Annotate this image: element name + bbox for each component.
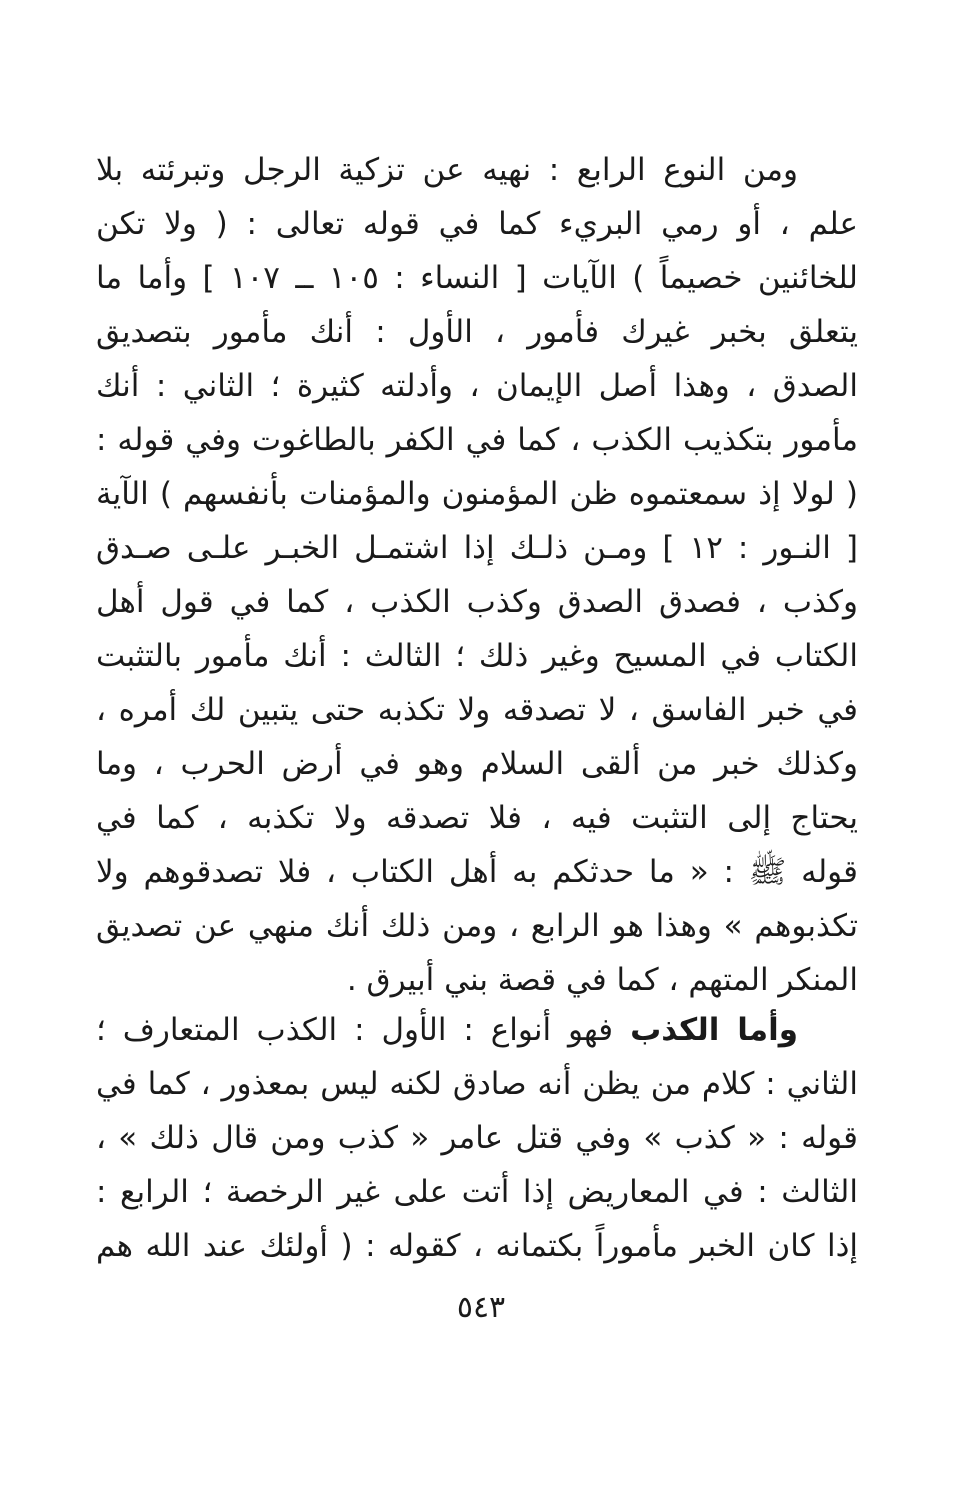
text-line: إذا كان الخبر مأموراً بكتمانه ، كقوله : ( أولئك عند الله هم — [96, 1228, 858, 1264]
text-line: الثاني : كلام من يظن أنه صادق لكنه ليس بمعذور ، كما في — [96, 1066, 858, 1102]
text-line: قوله ﷺ : « ما حدثكم به أهل الكتاب ، فلا تصدقوهم ولا — [96, 854, 858, 890]
text-line: قوله : « كذب » وفي قتل عامر « كذب ومن قال ذلك » ، — [96, 1120, 858, 1156]
text-line: ( لولا إذ سمعتموه ظن المؤمنون والمؤمنات بأنفسهم ) الآية — [96, 476, 858, 512]
text-line: [ النـور : ١٢ ] ومـن ذلـك إذا اشتمـل الخبـر علـى صـدق — [96, 530, 858, 566]
paragraph-truthfulness-types — [96, 143, 858, 1007]
text-line: في خبر الفاسق ، لا تصدقه ولا تكذبه حتى يتبين لك أمره ، — [96, 692, 858, 728]
text-line: يحتاج إلى التثبت فيه ، فلا تصدقه ولا تكذبه ، كما في — [96, 800, 858, 836]
text-line: تكذبوهم » وهذا هو الرابع ، ومن ذلك أنك منهي عن تصديق — [96, 908, 858, 944]
paragraph-lying-types — [96, 1003, 858, 1273]
text-line: الثالث : في المعاريض إذا أتت على غير الرخصة ؛ الرابع : — [96, 1174, 858, 1210]
text-line: علم ، أو رمي البريء كما في قوله تعالى : ( ولا تكن — [96, 206, 858, 242]
text-line: يتعلق بخبر غيرك فأمور ، الأول : أنك مأمور بتصديق — [96, 314, 858, 350]
bold-heading-phrase: وأما الكذب — [630, 1012, 798, 1048]
page-number: ٥٤٣ — [456, 1290, 506, 1325]
text-line: مأمور بتكذيب الكذب ، كما في الكفر بالطاغوت وفي قوله : — [96, 422, 858, 458]
text-line: وكذب ، فصدق الصدق وكذب الكذب ، كما في قول أهل — [96, 584, 858, 620]
text-line: للخائنين خصيماً ) الآيات [ النساء : ١٠٥ ــ ١٠٧ ] وأما ما — [96, 260, 858, 296]
text-line: ومن النوع الرابع : نهيه عن تزكية الرجل وتبرئته بلا — [96, 152, 798, 188]
lead-line-rest: فهو أنواع : الأول : الكذب المتعارف ؛ — [96, 1012, 631, 1048]
paragraph-lead-line — [96, 1003, 858, 1057]
text-line: وكذلك خبر من ألقى السلام وهو في أرض الحرب ، وما — [96, 746, 858, 782]
text-line: الكتاب في المسيح وغير ذلك ؛ الثالث : أنك مأمور بالتثبت — [96, 638, 858, 674]
text-line: الصدق ، وهذا أصل الإيمان ، وأدلته كثيرة ؛ الثاني : أنك — [96, 368, 858, 404]
text-line: المنكر المتهم ، كما في قصة بني أبيرق . — [346, 962, 858, 998]
